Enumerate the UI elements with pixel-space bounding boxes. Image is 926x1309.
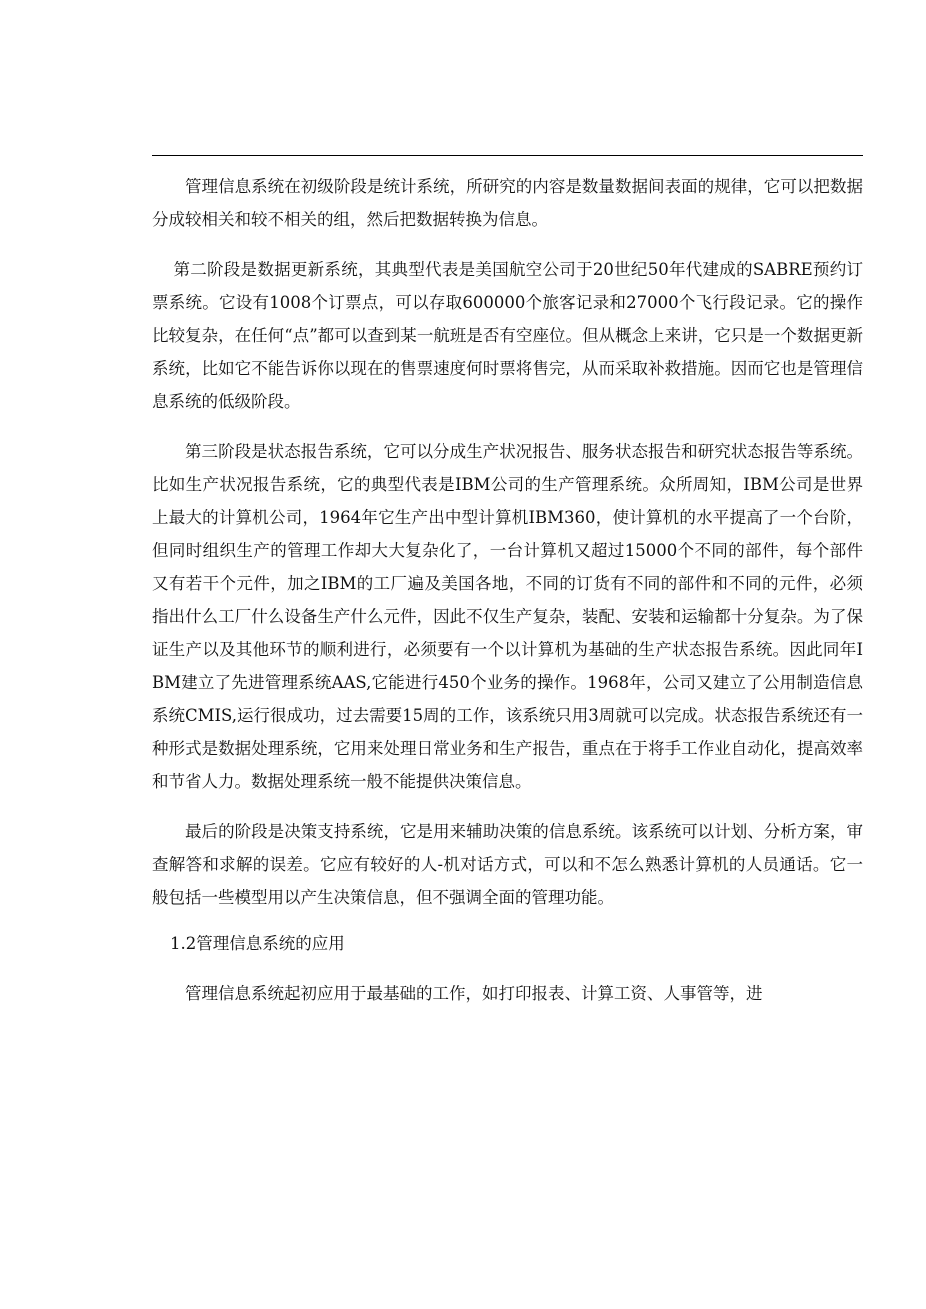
paragraph-status-report-stage: 第三阶段是状态报告系统，它可以分成生产状况报告、服务状态报告和研究状态报告等系统。比如生产状况报告系统，它的典型代表是IBM公司的生产管理系统。众所周知，IBM公司是世界上最大的计算机公司，1964年它生产出中型计算机IBM360，使计算机的水平提高了一个台阶，但同时组织生产的管理工作却大大复杂化了，一台计算机又超过15000个不同的部件，每个部件又有若干个元件，加之IBM的工厂遍及美国各地，不同的订货有不同的部件和不同的元件，必须指出什么工厂什么设备生产什么元件，因此不仅生产复杂，装配、安装和运输都十分复杂。为了保证生产以及其他环节的顺利进行，必须要有一个以计算机为基础的生产状态报告系统。因此同年IBM建立了先进管理系统AAS,它能进行450个业务的操作。1968年，公司又建立了公用制造信息系统CMIS,运行很成功，过去需要15周的工作，该系统只用3周就可以完成。状态报告系统还有一种形式是数据处理系统，它用来处理日常业务和生产报告，重点在于将手工作业自动化，提高效率和节省人力。数据处理系统一般不能提供决策信息。 bbox=[152, 442, 863, 791]
paragraph-applications: 管理信息系统起初应用于最基础的工作，如打印报表、计算工资、人事管等，进 bbox=[185, 984, 763, 1003]
paragraph-decision-support-stage: 最后的阶段是决策支持系统，它是用来辅助决策的信息系统。该系统可以计划、分析方案，审查解答和求解的误差。它应有较好的人-机对话方式，可以和不怎么熟悉计算机的人员通话。它一般包括一些模型用以产生决策信息，但不强调全面的管理功能。 bbox=[152, 822, 863, 907]
paragraph-data-update-stage: 第二阶段是数据更新系统，其典型代表是美国航空公司于20世纪50年代建成的SABRE预约订票系统。它设有1008个订票点，可以存取600000个旅客记录和27000个飞行段记录。它的操作比较复杂，在任何“点”都可以查到某一航班是否有空座位。但从概念上来讲，它只是一个数据更新系统，比如它不能告诉你以现在的售票速度何时票将售完，从而采取补救措施。因而它也是管理信息系统的低级阶段。 bbox=[152, 260, 863, 411]
header-rule bbox=[152, 155, 863, 156]
document-body bbox=[152, 170, 863, 1010]
section-heading: 1.2管理信息系统的应用 bbox=[170, 934, 345, 953]
paragraph-statistics-stage: 管理信息系统在初级阶段是统计系统，所研究的内容是数量数据间表面的规律，它可以把数据分成较相关和较不相关的组，然后把数据转换为信息。 bbox=[152, 177, 863, 229]
